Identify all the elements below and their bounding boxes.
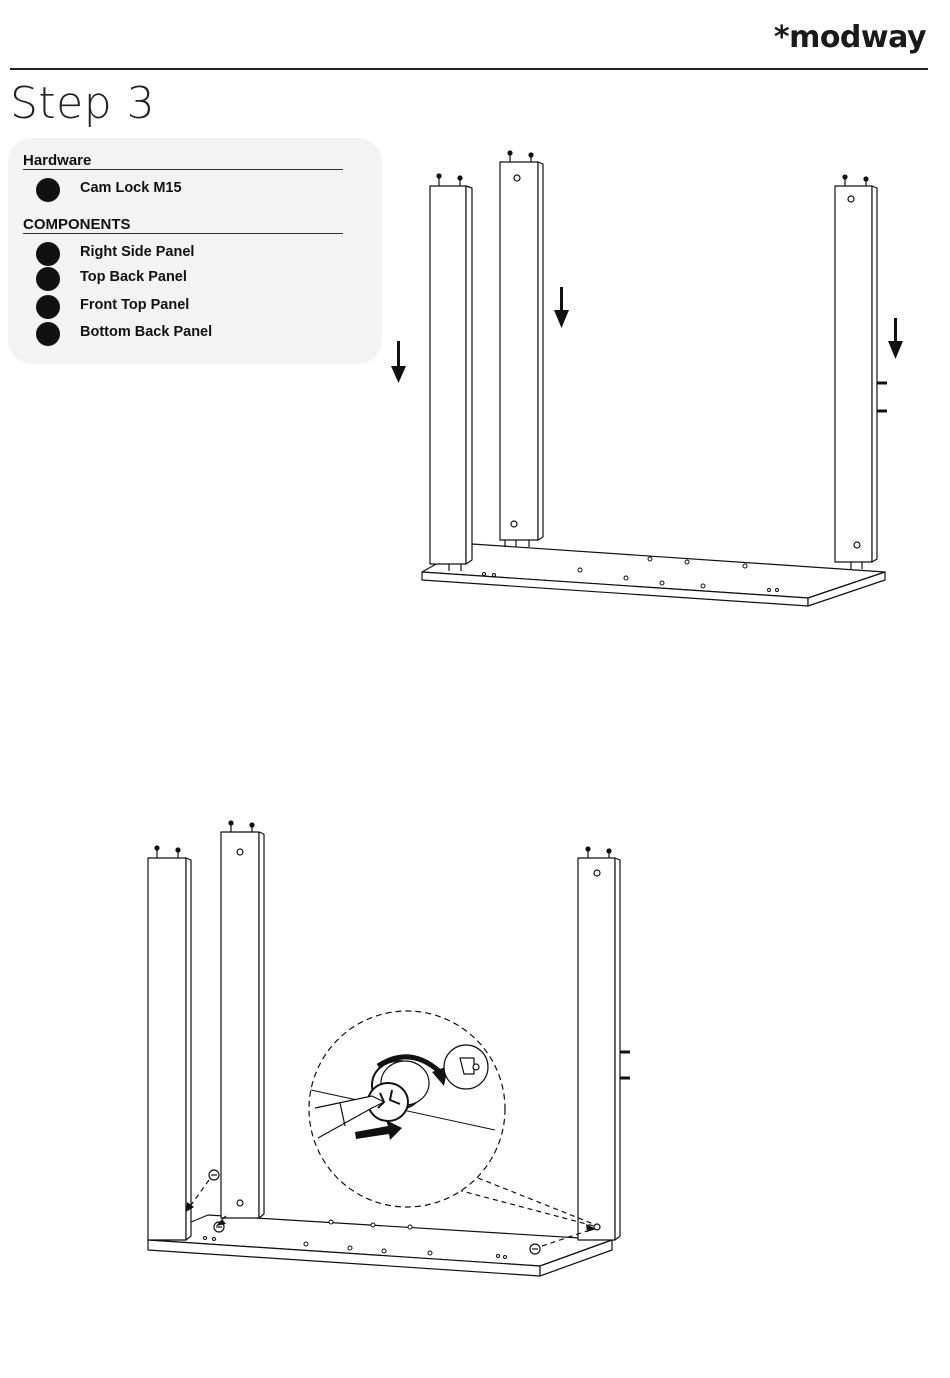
page-title: Step 3 xyxy=(10,78,156,129)
cam-lock-hole-detail xyxy=(444,1045,488,1089)
component-item-label: Right Side Panel xyxy=(80,244,195,260)
component-item-label: Top Back Panel xyxy=(80,269,187,285)
components-heading: COMPONENTS xyxy=(23,216,343,234)
modway-logo: *modway xyxy=(773,20,926,55)
hardware-heading: Hardware xyxy=(23,152,343,170)
component-item-label: Front Top Panel xyxy=(80,297,190,313)
hardware-item-label: Cam Lock M15 xyxy=(80,180,182,196)
panel-right xyxy=(578,847,630,1240)
component-item-label: Bottom Back Panel xyxy=(80,324,213,340)
panel-left-front xyxy=(148,846,191,1240)
panel-left-back xyxy=(221,821,264,1218)
detail-callout xyxy=(309,1011,505,1207)
